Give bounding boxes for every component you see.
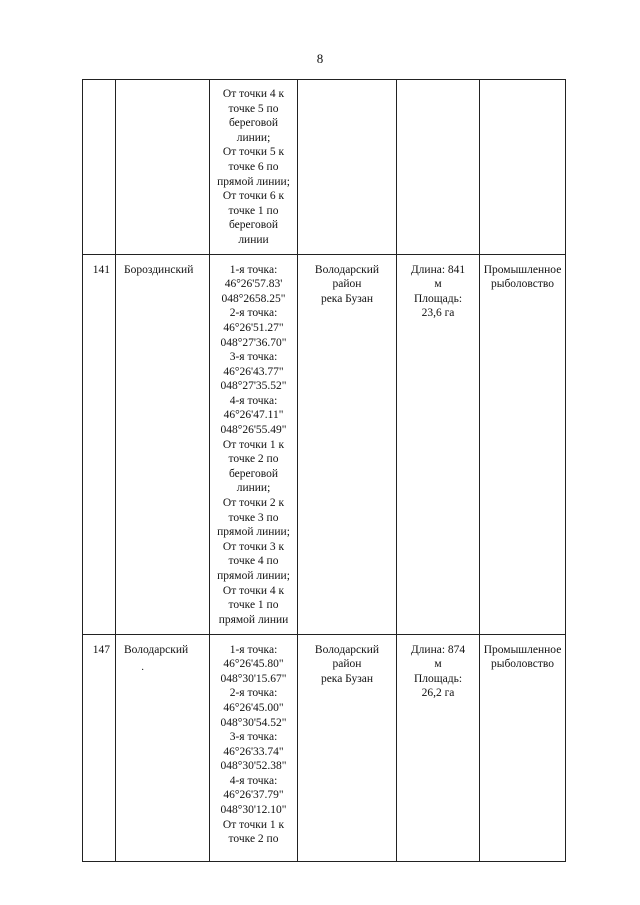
size-text: Длина: 874 м Площадь: 26,2 га	[410, 643, 466, 700]
cell-coordinates	[210, 634, 298, 861]
location-text: Володарский район река Бузан	[314, 643, 380, 685]
usage-text: Промышленное рыболовство	[483, 263, 562, 291]
cell-size	[397, 80, 480, 255]
cell-usage	[480, 254, 566, 634]
cell-usage	[480, 634, 566, 861]
coordinates-text: 1-я точка: 46°26'45.80" 048°30'15.67" 2-я точка: 46°26'45.00" 048°30'54.52" 3-я точка: 46°26'33.74" 048°30'52.38" 4-я точка: 46°26'37.79" 048°30'12.10" От точки 1 к точке 2 по	[220, 643, 287, 846]
row-number: 141	[92, 263, 110, 276]
usage-text: Промышленное рыболовство	[483, 643, 562, 671]
cell-location	[298, 634, 397, 861]
table-row	[83, 80, 566, 255]
cell-coordinates	[210, 254, 298, 634]
cell-number	[83, 254, 116, 634]
cell-area-name	[116, 80, 210, 255]
cell-usage	[480, 80, 566, 255]
area-name: Володарский	[124, 643, 189, 656]
row-number: 147	[92, 643, 110, 656]
cell-location	[298, 80, 397, 255]
table-row	[83, 634, 566, 861]
size-text: Длина: 841 м Площадь: 23,6 га	[410, 263, 466, 320]
fishing-areas-table	[82, 79, 566, 862]
cell-size	[397, 254, 480, 634]
coordinates-text: 1-я точка: 46°26'57.83' 048°2658.25" 2-я точка: 46°26'51.27" 048°27'36.70" 3-я точка: 46°26'43.77" 048°27'35.52" 4-я точка: 46°26'47.11" 048°26'55.49" От точки 1 к точке 2 по береговой линии; От точки 2 к точке 3 по прямой линии; От точки 3 к точке 4 по прямой линии; От точки 4 к точке 1 по прямой линии	[217, 263, 290, 626]
page-number: 8	[316, 51, 324, 66]
area-name: Бороздинский	[124, 263, 194, 276]
cell-area-name	[116, 634, 210, 861]
stray-mark: ·	[141, 665, 145, 677]
cell-number	[83, 80, 116, 255]
coordinates-text: От точки 4 к точке 5 по береговой линии; От точки 5 к точке 6 по прямой линии; От точки 6 к точке 1 по береговой линии	[217, 88, 290, 246]
cell-location	[298, 254, 397, 634]
cell-number	[83, 634, 116, 861]
table-row	[83, 254, 566, 634]
cell-size	[397, 634, 480, 861]
location-text: Володарский район река Бузан	[314, 263, 380, 305]
cell-coordinates	[210, 80, 298, 255]
cell-area-name	[116, 254, 210, 634]
